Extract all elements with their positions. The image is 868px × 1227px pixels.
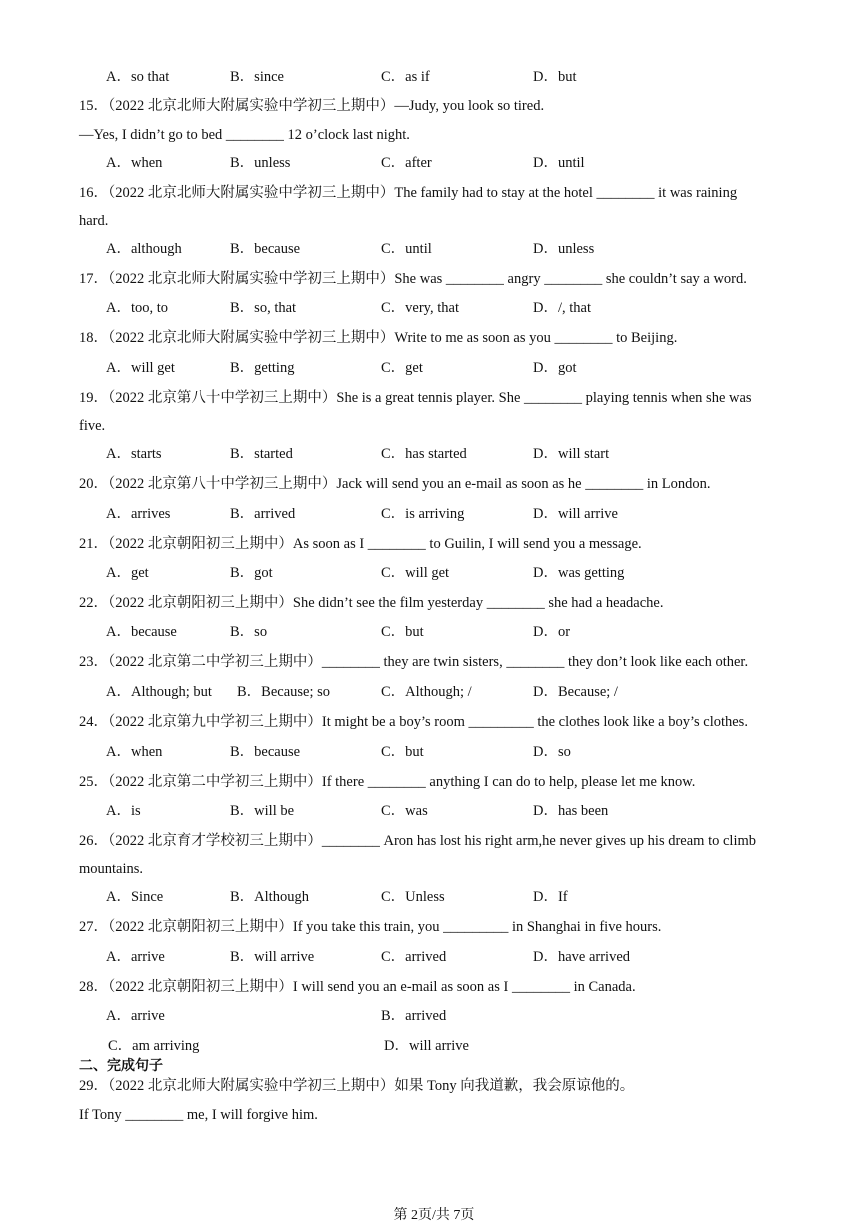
option-c: C．is arriving	[381, 506, 465, 522]
option-c: C．will get	[381, 565, 450, 581]
question-sentence: If Tony ________ me, I will forgive him.	[79, 1107, 318, 1123]
question-stem: 18．（2022 北京北师大附属实验中学初三上期中）Write to me as soon as you ________ to Beijing.	[79, 330, 678, 346]
option-c: C．until	[381, 241, 432, 257]
question-stem: mountains.	[79, 861, 144, 877]
question-stem: —Yes, I didn’t go to bed ________ 12 o’clock last night.	[79, 127, 410, 143]
option-d: D．so	[533, 744, 571, 760]
question-stem: 26．（2022 北京育才学校初三上期中）________ Aron has lost his right arm,he never gives up his dream to climb	[79, 833, 756, 849]
question-stem: 21．（2022 北京朝阳初三上期中）As soon as I ________ to Guilin, I will send you a message.	[79, 536, 642, 552]
page-footer: 第 2页/共 7页	[393, 1208, 475, 1223]
option-d: D．/, that	[533, 300, 591, 316]
question-stem: 28．（2022 北京朝阳初三上期中）I will send you an e-mail as soon as I ________ in Canada.	[79, 979, 636, 995]
option-d: D．Because; /	[533, 684, 618, 700]
option-a: A．is	[106, 803, 141, 819]
option-c: C．was	[381, 803, 428, 819]
option-b: B．arrived	[381, 1008, 447, 1024]
option-c: C．Although; /	[381, 684, 472, 700]
option-c: C．but	[381, 744, 424, 760]
option-d: D．or	[533, 624, 571, 640]
option-b: B．got	[230, 565, 273, 581]
option-d: D．unless	[533, 241, 595, 257]
question-stem: 16．（2022 北京北师大附属实验中学初三上期中）The family had to stay at the hotel ________ it was raining	[79, 185, 738, 201]
option-d: D．but	[533, 69, 577, 85]
option-a: A．arrive	[106, 949, 165, 965]
option-c: C．has started	[381, 446, 467, 462]
option-b: B．will arrive	[230, 949, 315, 965]
question-stem: 15．（2022 北京北师大附属实验中学初三上期中）—Judy, you look so tired.	[79, 98, 545, 114]
option-d: D．got	[533, 360, 577, 376]
option-c: C．as if	[381, 69, 430, 85]
option-a: A．arrives	[106, 506, 171, 522]
question-stem: five.	[79, 418, 106, 434]
option-a: A．get	[106, 565, 149, 581]
question-stem: 19．（2022 北京第八十中学初三上期中）She is a great tennis player. She ________ playing tennis when she was	[79, 390, 752, 406]
option-d: D．was getting	[533, 565, 625, 581]
option-a: A．Although; but	[106, 684, 212, 700]
option-a: A．arrive	[106, 1008, 165, 1024]
option-b: B．started	[230, 446, 293, 462]
option-a: A．when	[106, 155, 163, 171]
option-b: B．since	[230, 69, 284, 85]
section-title: 二、完成句子	[79, 1058, 163, 1074]
option-a: A．will get	[106, 360, 175, 376]
question-stem: hard.	[79, 213, 109, 229]
option-d: D．have arrived	[533, 949, 631, 965]
option-b: B．so	[230, 624, 268, 640]
option-c: C．but	[381, 624, 424, 640]
option-d: D．will arrive	[384, 1038, 469, 1054]
option-a: A．when	[106, 744, 163, 760]
option-b: B．arrived	[230, 506, 296, 522]
question-stem: 20．（2022 北京第八十中学初三上期中）Jack will send you an e-mail as soon as he ________ in London.	[79, 476, 711, 492]
option-c: C．after	[381, 155, 432, 171]
question-stem: 22．（2022 北京朝阳初三上期中）She didn’t see the film yesterday ________ she had a headache.	[79, 595, 664, 611]
question-stem: 29．（2022 北京北师大附属实验中学初三上期中）如果 Tony 向我道歉，我会原谅他的。	[79, 1078, 635, 1094]
option-a: A．starts	[106, 446, 162, 462]
option-a: A．although	[106, 241, 182, 257]
option-c: C．Unless	[381, 889, 445, 905]
option-c: C．get	[381, 360, 423, 376]
option-d: D．will arrive	[533, 506, 618, 522]
option-d: D．will start	[533, 446, 610, 462]
option-d: D．If	[533, 889, 568, 905]
question-stem: 17．（2022 北京北师大附属实验中学初三上期中）She was ________ angry ________ she couldn’t say a word.	[79, 271, 747, 287]
option-b: B．Although	[230, 889, 309, 905]
option-d: D．until	[533, 155, 585, 171]
option-b: B．because	[230, 241, 301, 257]
option-b: B．because	[230, 744, 301, 760]
option-d: D．has been	[533, 803, 609, 819]
option-b: B．getting	[230, 360, 295, 376]
option-b: B．unless	[230, 155, 291, 171]
option-b: B．Because; so	[237, 684, 331, 700]
question-stem: 25．（2022 北京第二中学初三上期中）If there ________ anything I can do to help, please let me know.	[79, 774, 696, 790]
question-stem: 24．（2022 北京第九中学初三上期中）It might be a boy’s room _________ the clothes look like a boy’s clothes.	[79, 714, 748, 730]
option-b: B．so, that	[230, 300, 297, 316]
option-b: B．will be	[230, 803, 295, 819]
option-c: C．am arriving	[108, 1038, 200, 1054]
option-a: A．too, to	[106, 300, 169, 316]
option-c: C．very, that	[381, 300, 459, 316]
question-stem: 23．（2022 北京第二中学初三上期中）________ they are twin sisters, ________ they don’t look like each other.	[79, 654, 749, 670]
option-a: A．Since	[106, 889, 164, 905]
option-a: A．so that	[106, 69, 170, 85]
option-a: A．because	[106, 624, 177, 640]
option-c: C．arrived	[381, 949, 447, 965]
question-stem: 27．（2022 北京朝阳初三上期中）If you take this train, you _________ in Shanghai in five hours.	[79, 919, 662, 935]
